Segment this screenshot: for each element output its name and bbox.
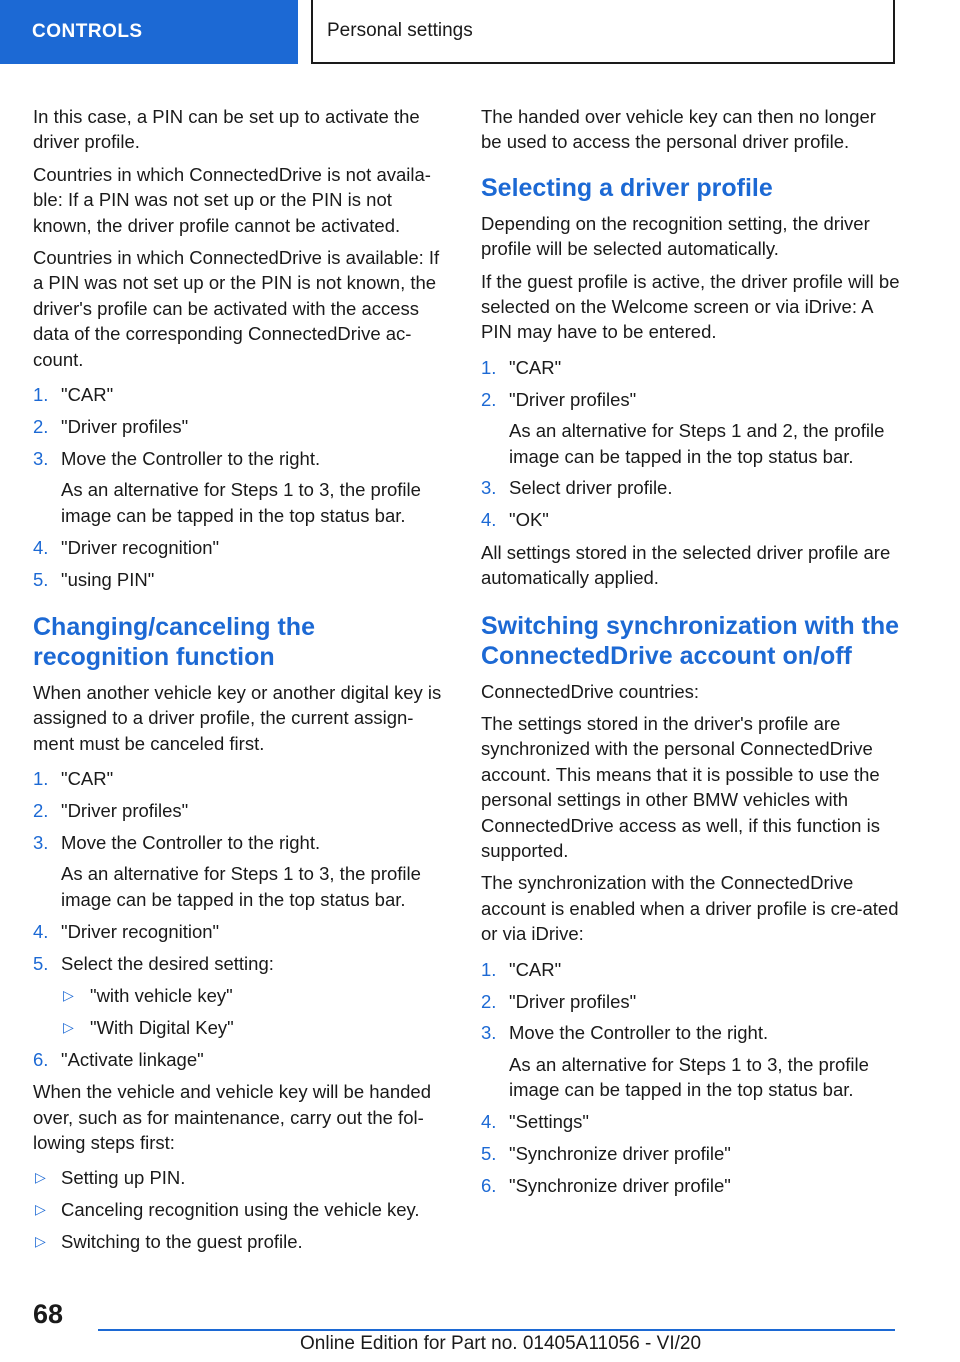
list-item (481, 989, 901, 1014)
sub-list-item (61, 983, 453, 1008)
step-text: "Driver profiles" (509, 388, 637, 410)
step-number: 2. (33, 415, 49, 437)
step-text: Move the Controller to the right. (61, 447, 321, 469)
step-text: "Driver profiles" (61, 800, 189, 822)
step-text: Select driver profile. (509, 477, 673, 499)
list-item (33, 919, 453, 944)
step-text: "CAR" (509, 958, 562, 980)
right-column (481, 104, 901, 1205)
page-number: 68 (33, 1299, 64, 1329)
list-item (481, 957, 901, 982)
step-number: 4. (33, 920, 49, 942)
sub-item-text: "With Digital Key" (90, 1016, 234, 1038)
footer-divider (98, 1329, 895, 1331)
step-number: 4. (33, 536, 49, 558)
bullet-item (33, 1165, 453, 1190)
list-item (481, 1109, 901, 1134)
section-title: CONTROLS (32, 21, 143, 42)
step-text: "CAR" (61, 768, 114, 790)
section-heading: Selecting a driver profile (481, 173, 773, 202)
step-text: "Activate linkage" (61, 1048, 204, 1070)
list-item (33, 766, 453, 791)
paragraph: The synchronization with the ConnectedDrive account is enabled when a driver profile is cre-ated or via iDrive: (481, 872, 899, 945)
paragraph: In this case, a PIN can be set up to activate the driver profile. (33, 106, 420, 153)
paragraph: When the vehicle and vehicle key will be handed over, such as for maintenance, carry out the fol-lowing steps first: (33, 1081, 431, 1153)
step-list (33, 766, 453, 1072)
step-number: 4. (481, 509, 497, 531)
step-text: "Synchronize driver profile" (509, 1175, 731, 1196)
paragraph: ConnectedDrive countries: (481, 680, 699, 702)
step-text: "Driver recognition" (61, 536, 220, 558)
step-number: 3. (33, 831, 49, 853)
step-number: 2. (481, 990, 497, 1012)
step-text: "Settings" (509, 1111, 589, 1133)
step-number: 3. (481, 1022, 497, 1044)
triangle-bullet-icon: ▷ (35, 1233, 46, 1250)
list-item (33, 414, 453, 439)
step-number: 6. (481, 1175, 497, 1196)
step-number: 1. (481, 356, 497, 378)
triangle-bullet-icon: ▷ (35, 1169, 46, 1186)
paragraph: Depending on the recognition setting, the driver profile will be selected automatically. (481, 212, 870, 260)
step-list (481, 957, 901, 1199)
step-number: 3. (33, 447, 49, 469)
list-item (481, 1173, 901, 1198)
step-text: "CAR" (61, 384, 114, 406)
edition-note: Online Edition for Part no. 01405A11056 - VI/20 (300, 1333, 702, 1354)
paragraph: All settings stored in the selected driver profile are automatically applied. (481, 541, 891, 589)
list-item (481, 355, 901, 380)
step-number: 6. (33, 1048, 49, 1070)
list-item (33, 535, 453, 560)
sub-list (61, 983, 453, 1040)
paragraph: If the guest profile is active, the driver profile will be selected on the Welcome screen or via iDrive: A PIN may have to be entered. (481, 270, 900, 343)
step-number: 1. (33, 384, 49, 406)
step-number: 5. (33, 568, 49, 590)
list-item (33, 446, 453, 528)
step-number: 1. (481, 958, 497, 980)
section-heading: Switching synchronization with the ConnectedDrive account on/off (481, 611, 900, 670)
bullet-item (33, 1197, 453, 1222)
triangle-bullet-icon: ▷ (35, 1201, 46, 1218)
list-item (33, 567, 453, 592)
step-number: 2. (481, 388, 497, 410)
paragraph: When another vehicle key or another digital key is assigned to a driver profile, the current assign-ment must be canceled first. (33, 681, 442, 754)
step-note: As an alternative for Steps 1 to 3, the profile image can be tapped in the top status bar. (61, 863, 421, 910)
list-item (481, 1141, 901, 1166)
step-text: "CAR" (509, 356, 562, 378)
step-note: As an alternative for Steps 1 to 3, the profile image can be tapped in the top status bar. (509, 1053, 869, 1101)
step-text: Select the desired setting: (61, 952, 274, 974)
bullet-item (33, 1229, 453, 1254)
list-item (33, 830, 453, 912)
sub-item-text: "with vehicle key" (90, 984, 233, 1006)
bullet-text: Setting up PIN. (61, 1167, 186, 1189)
step-text: "Driver profiles" (509, 990, 637, 1012)
sub-list-item (61, 1015, 453, 1040)
step-text: Move the Controller to the right. (509, 1022, 769, 1044)
step-text: "using PIN" (61, 568, 155, 590)
paragraph: The handed over vehicle key can then no longer be used to access the personal driver profile. (481, 106, 876, 153)
step-number: 3. (481, 477, 497, 499)
step-number: 5. (481, 1143, 497, 1165)
list-item (481, 507, 901, 532)
bullet-text: Switching to the guest profile. (61, 1231, 303, 1253)
triangle-bullet-icon: ▷ (63, 1018, 74, 1035)
step-text: "Driver profiles" (61, 415, 189, 437)
step-number: 4. (481, 1111, 497, 1133)
step-number: 1. (33, 768, 49, 790)
step-note: As an alternative for Steps 1 to 3, the profile image can be tapped in the top status bar. (61, 479, 421, 526)
step-list (33, 382, 453, 592)
chapter-tab (311, 0, 895, 64)
paragraph: Countries in which ConnectedDrive is available: If a PIN was not set up or the PIN is not known, the driver's profile can be activated with the access data of the corresponding ConnectedDrive ac-count. (33, 247, 440, 370)
paragraph: Countries in which ConnectedDrive is not availa-ble: If a PIN was not set up or the PIN is not known, the driver profile cannot be activated. (33, 163, 431, 236)
bullet-list (33, 1165, 453, 1254)
list-item (33, 382, 453, 407)
step-list (481, 355, 901, 533)
step-number: 5. (33, 952, 49, 974)
step-note: As an alternative for Steps 1 and 2, the profile image can be tapped in the top status bar. (509, 420, 885, 467)
step-number: 2. (33, 800, 49, 822)
paragraph: The settings stored in the driver's profile are synchronized with the personal ConnectedDrive account. This means that it is possible to use the personal settings in other BMW vehicles with ConnectedDrive access as well, if this function is supported. (481, 713, 880, 862)
list-item (481, 1020, 901, 1102)
triangle-bullet-icon: ▷ (63, 986, 74, 1003)
bullet-text: Canceling recognition using the vehicle key. (61, 1199, 420, 1221)
list-item (33, 951, 453, 1041)
section-tab (0, 0, 298, 64)
step-text: "Driver recognition" (61, 920, 220, 942)
step-text: Move the Controller to the right. (61, 831, 321, 853)
left-column (33, 104, 453, 1262)
list-item (481, 475, 901, 500)
list-item (481, 387, 901, 469)
list-item (33, 1047, 453, 1072)
step-text: "OK" (509, 509, 549, 531)
section-heading: Changing/canceling the recognition function (33, 612, 315, 671)
chapter-title: Personal settings (327, 20, 473, 41)
step-text: "Synchronize driver profile" (509, 1143, 731, 1165)
list-item (33, 798, 453, 823)
